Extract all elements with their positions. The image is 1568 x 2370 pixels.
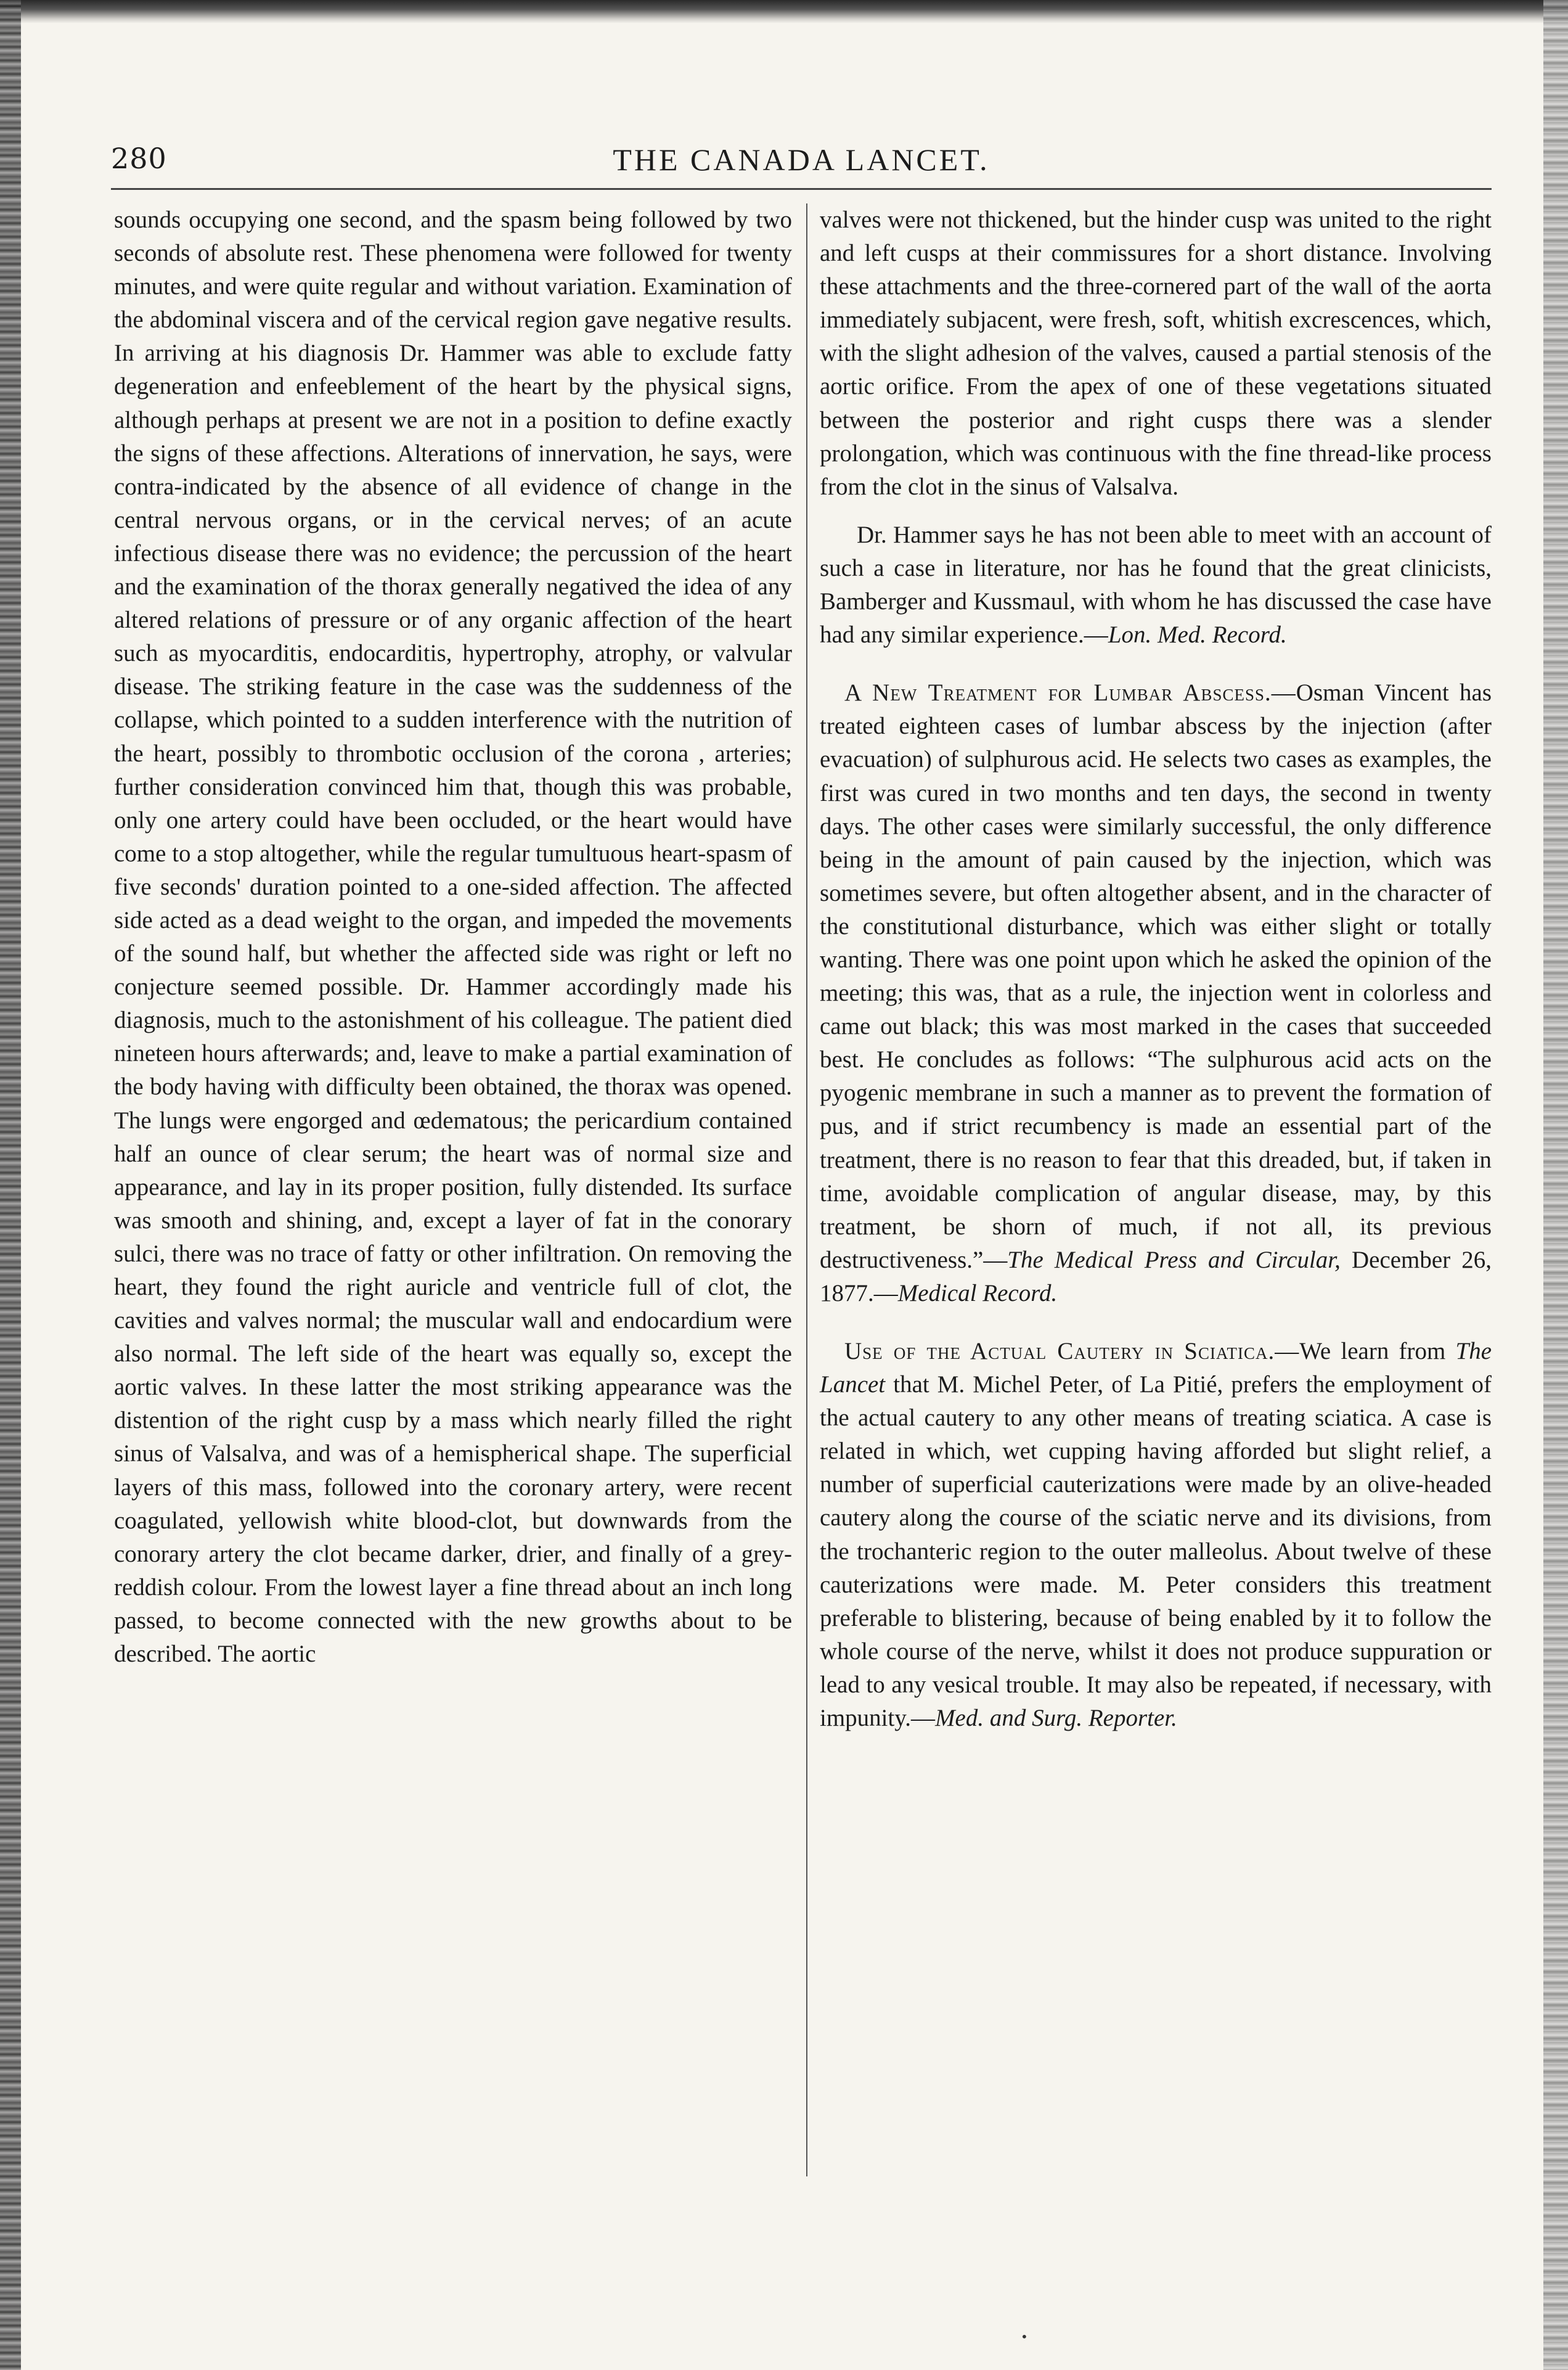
article-heading-sciatica: Use of the Actual Cautery in Sciatica.— — [844, 1338, 1300, 1364]
page-number: 280 — [111, 142, 167, 175]
column-divider — [806, 203, 807, 2176]
article-source-date: December 26, 1877.— — [820, 1246, 1492, 1306]
scan-right-edge — [1543, 0, 1568, 2370]
article-sciatica-cautery — [820, 1335, 1492, 1735]
article-body-lumbar-abscess: Osman Vincent has treated eighteen cases of lumbar abscess by the injection (after evacuation) of sulphurous acid. He selects two cases as examples, the first was cured in two months and ten days, the second in twenty days. The other cases were similarly successful, the only difference being in the amount of pain caused by the injection, which was sometimes severe, but often altogether absent, and in the character of the constitutional disturbance, which was either slight or totally wanting. There was one point upon which he asked the opinion of the meeting; this was, that as a rule, the injection went in colorless and came out black; this was most marked in the cases that succeeded best. He concludes as follows: “The sulphurous acid acts on the pyogenic membrane in such a manner as to prevent the formation of pus, and if strict recumbency is made an essential part of the treatment, there is no reason to fear that this dreaded, but, if taken in time, avoidable complication of angular disease, may, by this treatment, be shorn of much, if not all, its previous destructiveness.”— — [820, 679, 1492, 1273]
print-dot-mark: • — [1021, 2329, 1028, 2344]
right-column-paragraph-1: valves were not thickened, but the hinder cusp was united to the right and left cusps at their commissures for a short distance. Involving these attachments and the three-cornered part of the wall of the aorta immediately subjacent, were fresh, soft, whitish excrescences, which, with the slight adhesion of the valves, caused a partial stenosis of the aortic orifice. From the apex of one of these vegetations situated between the posterior and right cusps there was a slender prolongation, which was continuous with the fine thread-like process from the clot in the sinus of Valsalva. — [820, 207, 1492, 500]
article-body-sciatica-a: We learn from — [1299, 1338, 1456, 1364]
article-source-record: Medical Record. — [897, 1279, 1058, 1306]
scan-top-edge — [0, 0, 1568, 23]
article-heading-lumbar-abscess: A New Treatment for Lumbar Abscess.— — [844, 679, 1296, 707]
left-column-paragraph: sounds occupying one second, and the spasm being followed by two seconds of absolute rest. These phenomena were followed for twenty minutes, and were quite regular and without variation. Examination of the abdominal viscera and of the cervical region gave negative results. In arriving at his diagnosis Dr. Hammer was able to exclude fatty degeneration and enfeeblement of the heart by the physical signs, although perhaps at present we are not in a position to define exactly the signs of these affections. Alterations of innervation, he says, were contra-indicated by the absence of all evidence of change in the central nervous organs, or in the cervical nerves; of an acute infectious disease there was no evidence; the percussion of the heart and the examination of the thorax generally negatived the idea of any altered relations of pressure or of any organic affection of the heart such as myocarditis, endocarditis, hypertrophy, atrophy, or valvular disease. The striking feature in the case was the suddenness of the collapse, which pointed to a sudden interference with the nutrition of the heart, possibly to thrombotic occlusion of the corona , arteries; further consideration convinced him that, though this was probable, only one artery could have been occluded, or the heart would have come to a stop altogether, while the regular tumultuous heart-spasm of five seconds' duration pointed to a one-sided affection. The affected side acted as a dead weight to the organ, and impeded the movements of the sound half, but whether the affected side was right or left no conjecture seemed possible. Dr. Hammer accordingly made his diagnosis, much to the astonishment of his colleague. The patient died nineteen hours afterwards; and, leave to make a partial examination of the body having with difficulty been obtained, the thorax was opened. The lungs were engorged and œdematous; the pericardium contained half an ounce of clear serum; the heart was of normal size and appearance, and lay in its proper position, fully distended. Its surface was smooth and shining, and, except a layer of fat in the conorary sulci, there was no trace of fatty or other infiltration. On removing the heart, they found the right auricle and ventricle full of clot, the cavities and valves normal; the muscular wall and endocardium were also normal. The left side of the heart was equally so, except the aortic valves. In these latter the most striking appearance was the distention of the right cusp by a mass which nearly filled the right sinus of Valsalva, and was of a hemispherical shape. The superficial layers of this mass, followed into the coronary artery, were recent coagulated, yellowish white blood-clot, but downwards from the conorary artery the clot became darker, drier, and finally of a grey-reddish colour. From the lowest layer a fine thread about an inch long passed, to become connected with the new growths about to be described. The aortic — [114, 207, 792, 1668]
left-column — [114, 203, 792, 1671]
page-header — [111, 142, 1492, 185]
header-rule — [111, 188, 1492, 190]
article-source-journal: The Medical Press and Circular, — [1007, 1246, 1341, 1273]
article-source-sciatica: Med. and Surg. Reporter. — [935, 1705, 1177, 1732]
scan-left-binding-edge — [0, 0, 21, 2370]
running-title: THE CANADA LANCET. — [613, 142, 990, 177]
paragraph-2-text: Dr. Hammer says he has not been able to meet with an account of such a case in literature, nor has he found that the great clinicists, Bamberger and Kussmaul, with whom he has discussed the case have had any similar experience.— — [820, 521, 1492, 649]
article-lumbar-abscess — [820, 676, 1492, 1310]
article-body-sciatica-lancet: The Lancet — [820, 1338, 1492, 1398]
right-column — [820, 203, 1492, 1735]
paragraph-2-source: Lon. Med. Record. — [1108, 621, 1287, 649]
article-body-sciatica-b: that M. Michel Peter, of La Pitié, prefers the employment of the actual cautery to any other means of treating sciatica. A case is related in which, wet cupping having afforded but slight relief, a number of superficial cauterizations were made by an olive-headed cautery along the course of the sciatic nerve and its divisions, from the trochanteric region to the outer malleolus. About twelve of these cauterizations were made. M. Peter considers this treatment preferable to blistering, because of being enabled by it to follow the whole course of the nerve, whilst it does not produce suppuration or lead to any vesical trouble. It may also be repeated, if necessary, with impunity.— — [820, 1371, 1492, 1732]
right-column-paragraph-2 — [820, 519, 1492, 652]
